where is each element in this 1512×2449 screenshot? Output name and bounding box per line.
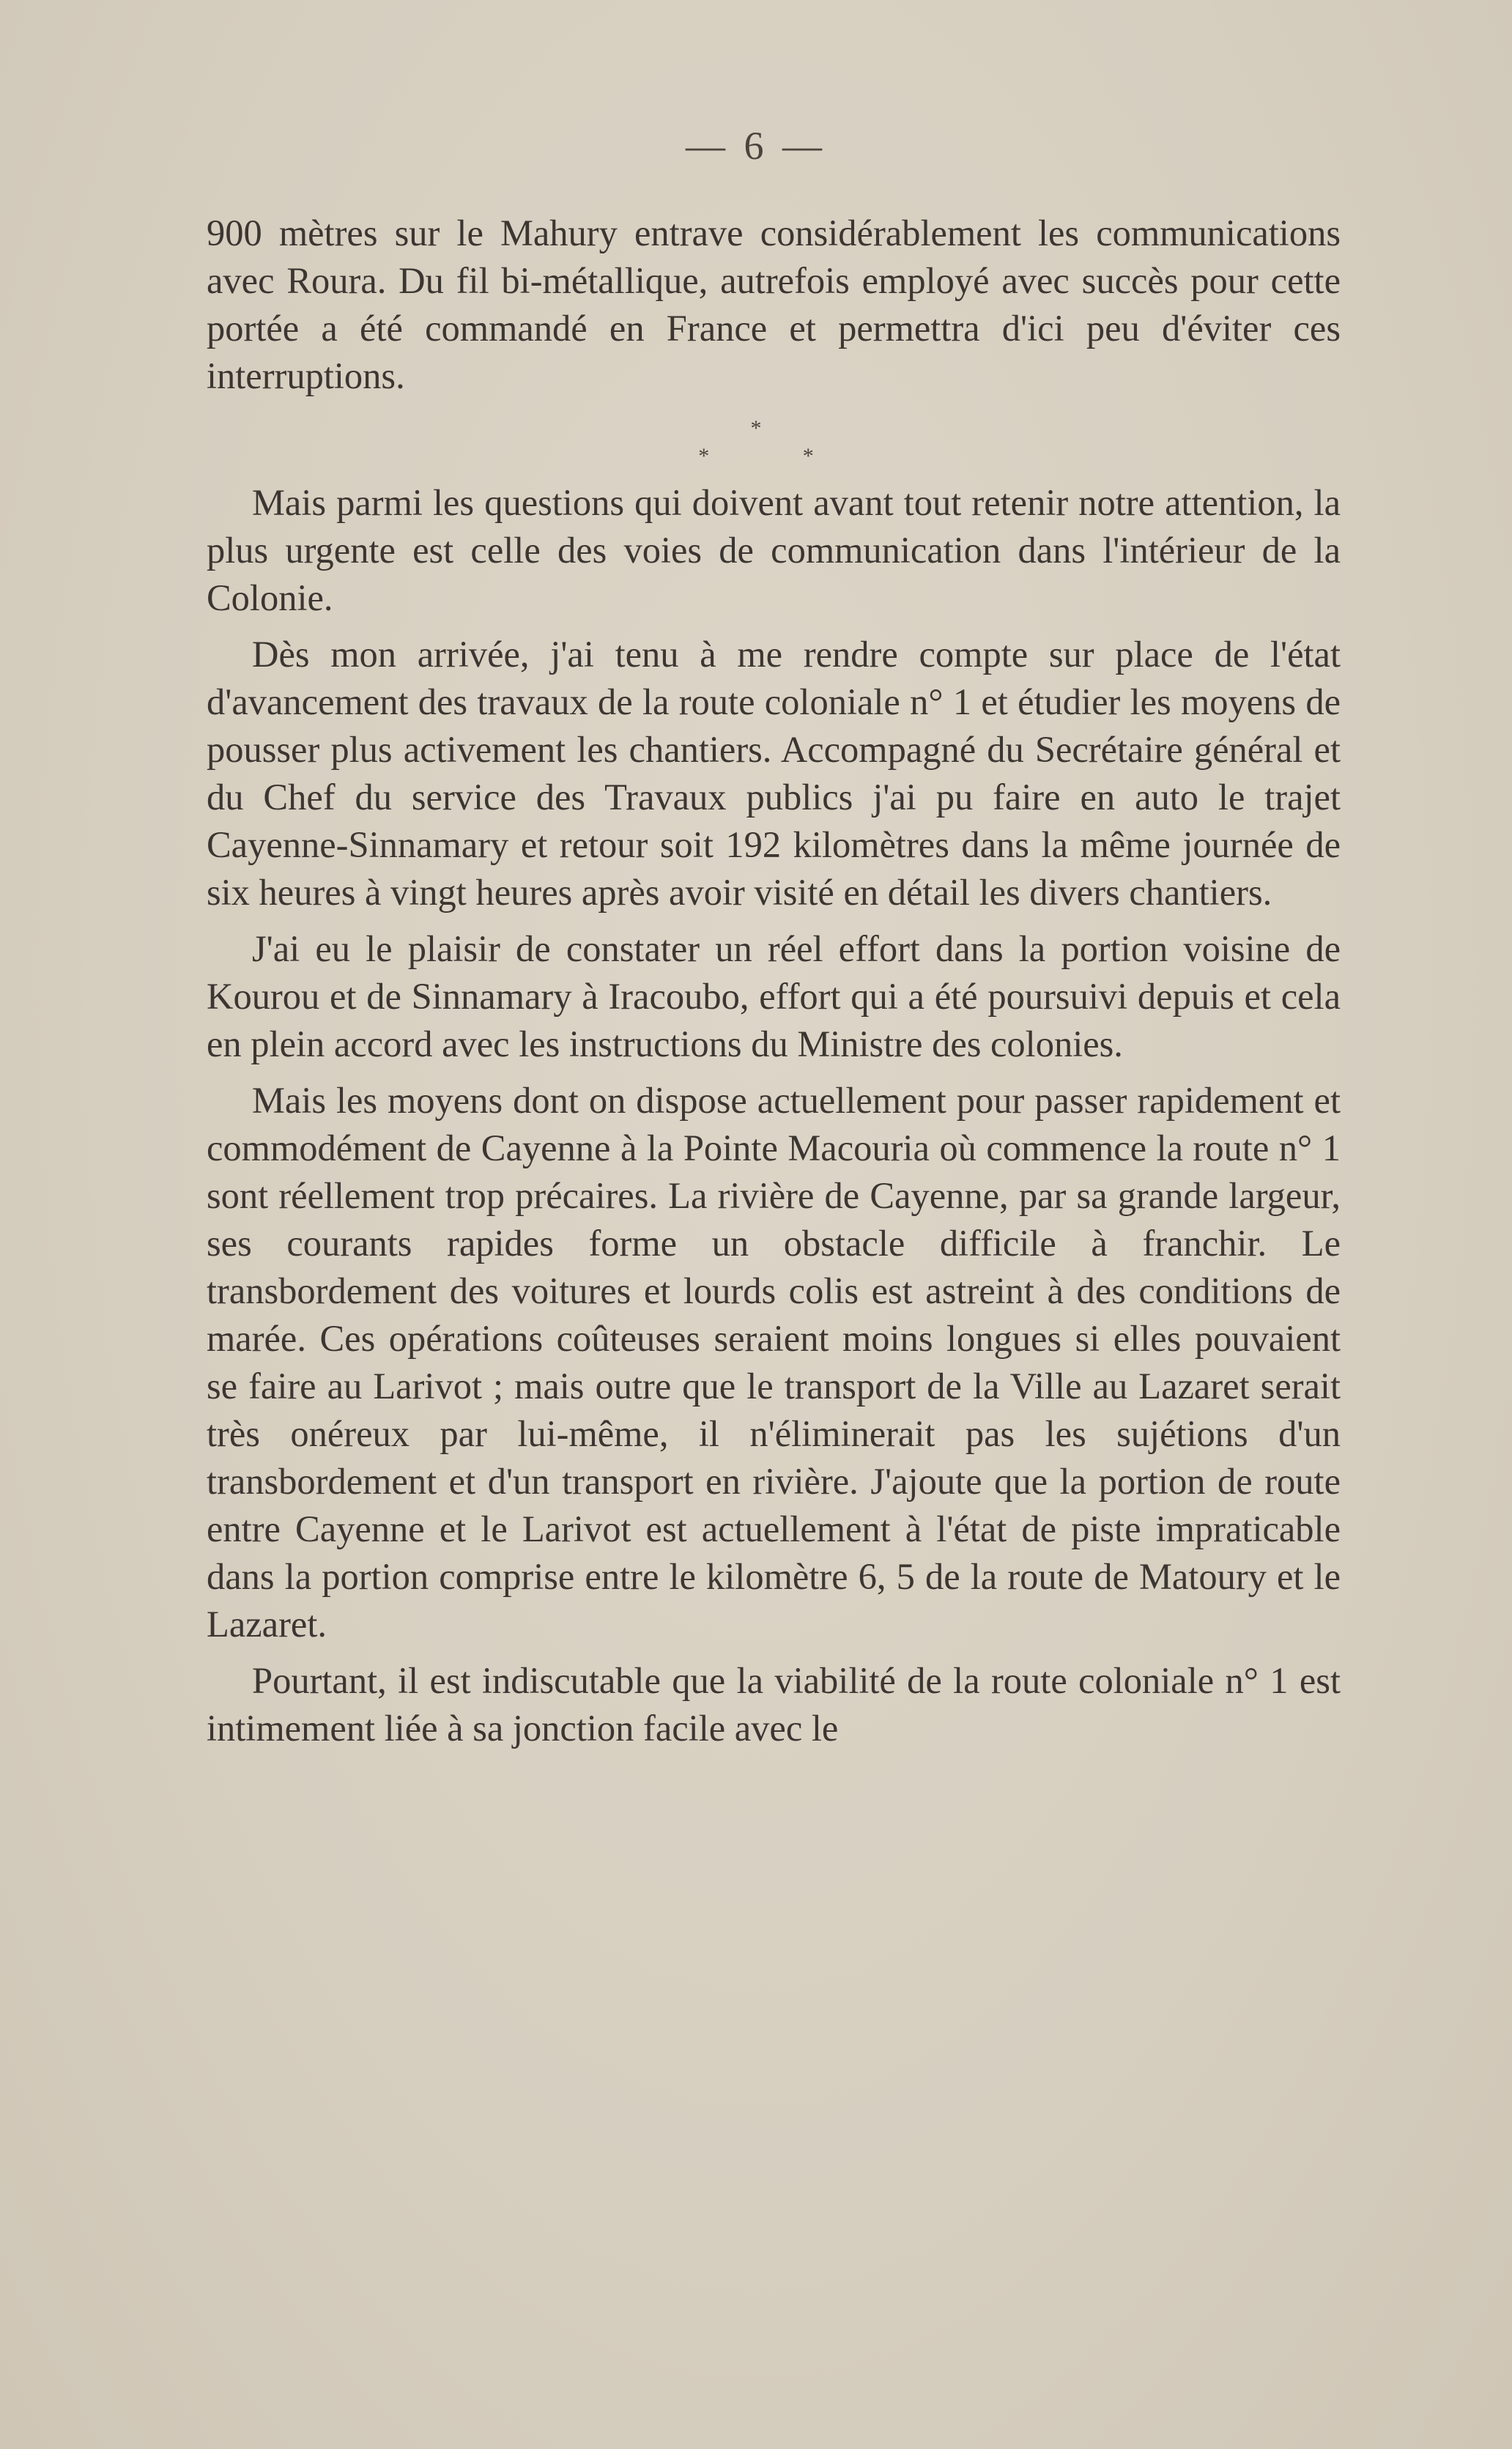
paragraph: Mais les moyens dont on dispose actuellement pour passer rapidement et commodément de Cayenne à la Pointe Macouria où commence la route n° 1 sont réellement trop précaires. La rivière de Cayenne, par sa grande largeur, ses courants rapides forme un obstacle difficile à franchir. Le transbordement des voitures et lourds colis est astreint à des conditions de marée. Ces opérations coûteuses seraient moins longues si elles pouvaient se faire au Larivot ; mais outre que le transport de la Ville au Lazaret serait très onéreux par lui-même, il n'éliminerait pas les sujétions d'un transbordement et d'un transport en rivière. J'ajoute que la portion de route entre Cayenne et le Larivot est actuellement à l'état de piste impraticable dans la portion comprise entre le kilomètre 6, 5 de la route de Matoury et le Lazaret. [207,1080,1341,1645]
paragraph-continuation: 900 mètres sur le Mahury entrave considérablement les communications avec Roura. Du fil bi-métallique, autrefois employé avec succès pour cette portée a été commandé en France et permettra d'ici peu d'éviter ces interruptions. [207,212,1341,396]
text-block-main [207,479,1341,1761]
section-separator-top-star: * [750,416,762,440]
paragraph: Pourtant, il est indiscutable que la viabilité de la route coloniale n° 1 est intimement liée à sa jonction facile avec le [207,1660,1341,1749]
page-number: — 6 — [686,124,826,168]
paragraph: Mais parmi les questions qui doivent avant tout retenir notre attention, la plus urgente est celle des voies de communication dans l'intérieur de la Colonie. [207,482,1341,618]
paragraph: J'ai eu le plaisir de constater un réel effort dans la portion voisine de Kourou et de Sinnamary à Iracoubo, effort qui a été poursuivi depuis et cela en plein accord avec les instructions du Ministre des colonies. [207,928,1341,1064]
text-block-top [207,210,1341,400]
section-separator-bottom-stars: * * [698,444,858,468]
paragraph: Dès mon arrivée, j'ai tenu à me rendre compte sur place de l'état d'avancement des travaux de la route coloniale n° 1 et étudier les moyens de pousser plus activement les chantiers. Accompagné du Secrétaire général et du Chef du service des Travaux publics j'ai pu faire en auto le trajet Cayenne-Sinnamary et retour soit 192 kilomètres dans la même journée de six heures à vingt heures après avoir visité en détail les divers chantiers. [207,634,1341,913]
